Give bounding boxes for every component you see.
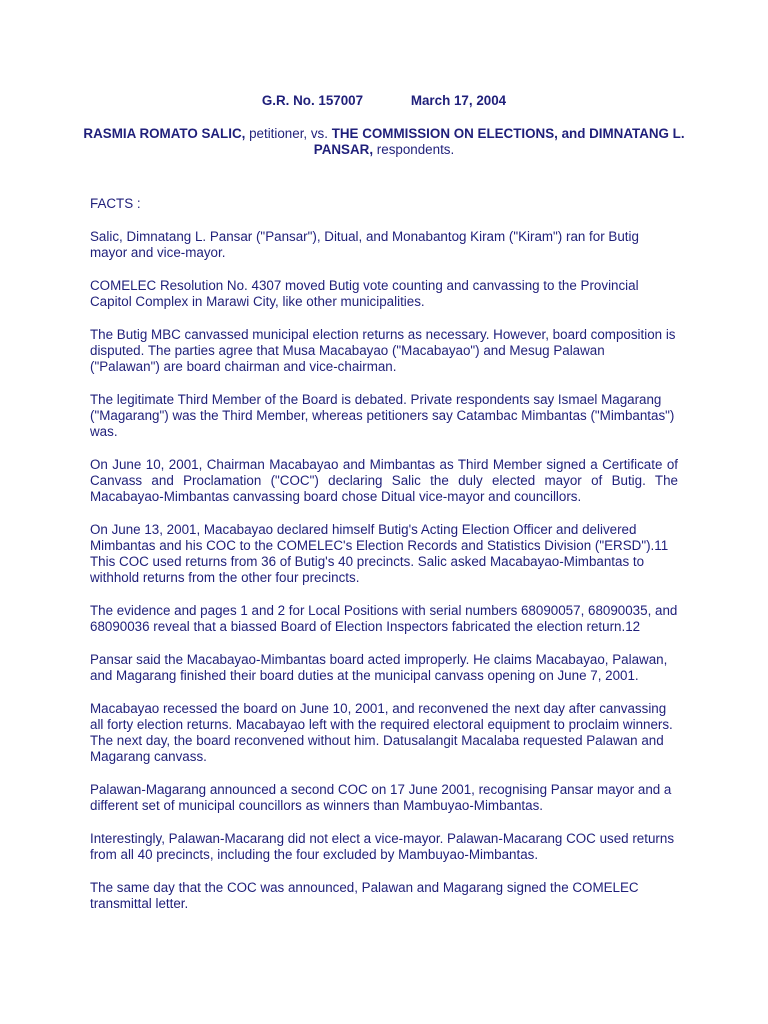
case-parties xyxy=(80,126,688,158)
paragraph: Palawan-Magarang announced a second COC on 17 June 2001, recognising Pansar mayor and a different set of municipal councillors as winners than Mambuyao-Mimbantas. xyxy=(90,782,672,813)
paragraph: On June 10, 2001, Chairman Macabayao and Mimbantas as Third Member signed a Certificate of Canvass and Proclamation ("COC") declaring Salic the duly elected mayor of Butig. The Macabayao-Mimbantas canvassing board chose Ditual vice-mayor and councillors. xyxy=(90,457,678,504)
document-body xyxy=(90,196,678,929)
petitioner-role: petitioner, vs. xyxy=(245,126,332,141)
case-number: G.R. No. 157007 xyxy=(261,93,364,108)
paragraph: COMELEC Resolution No. 4307 moved Butig vote counting and canvassing to the Provincial Capitol Complex in Marawi City, like other municipalities. xyxy=(90,278,639,309)
case-header xyxy=(0,93,768,109)
paragraph: On June 13, 2001, Macabayao declared himself Butig's Acting Election Officer and delivered Mimbantas and his COC to the COMELEC's Election Records and Statistics Division ("ERSD").11 This COC used returns from 36 of Butig's 40 precincts. Salic asked Macabayao-Mimbantas to withhold returns from the other four precincts. xyxy=(90,522,669,585)
paragraph: The same day that the COC was announced, Palawan and Magarang signed the COMELEC transmittal letter. xyxy=(90,880,639,911)
case-date: March 17, 2004 xyxy=(410,93,507,108)
petitioner-name: RASMIA ROMATO SALIC, xyxy=(83,126,246,141)
facts-heading: FACTS : xyxy=(90,196,141,211)
respondent-role: respondents. xyxy=(373,142,455,157)
paragraph: Interestingly, Palawan-Macarang did not elect a vice-mayor. Palawan-Macarang COC used returns from all 40 precincts, including the four excluded by Mambuyao-Mimbantas. xyxy=(90,831,675,862)
paragraph: The evidence and pages 1 and 2 for Local Positions with serial numbers 68090057, 68090035, and 68090036 reveal that a biassed Board of Election Inspectors fabricated the election return.12 xyxy=(90,603,678,634)
paragraph: The legitimate Third Member of the Board is debated. Private respondents say Ismael Magarang ("Magarang") was the Third Member, whereas petitioners say Catambac Mimbantas ("Mimbantas") was. xyxy=(90,392,675,439)
paragraph: Macabayao recessed the board on June 10, 2001, and reconvened the next day after canvassing all forty election returns. Macabayao left with the required electoral equipment to proclaim winners. The next day, the board reconvened without him. Datusalangit Macalaba requested Palawan and Magarang canvass. xyxy=(90,701,673,764)
paragraph: The Butig MBC canvassed municipal election returns as necessary. However, board composition is disputed. The parties agree that Musa Macabayao ("Macabayao") and Mesug Palawan ("Palawan") are board chairman and vice-chairman. xyxy=(90,327,676,374)
paragraph: Salic, Dimnatang L. Pansar ("Pansar"), Ditual, and Monabantog Kiram ("Kiram") ran for Butig mayor and vice-mayor. xyxy=(90,229,639,260)
paragraph: Pansar said the Macabayao-Mimbantas board acted improperly. He claims Macabayao, Palawan, and Magarang finished their board duties at the municipal canvass opening on June 7, 2001. xyxy=(90,652,668,683)
respondent-names: THE COMMISSION ON ELECTIONS, and DIMNATANG L. PANSAR, xyxy=(313,126,685,157)
